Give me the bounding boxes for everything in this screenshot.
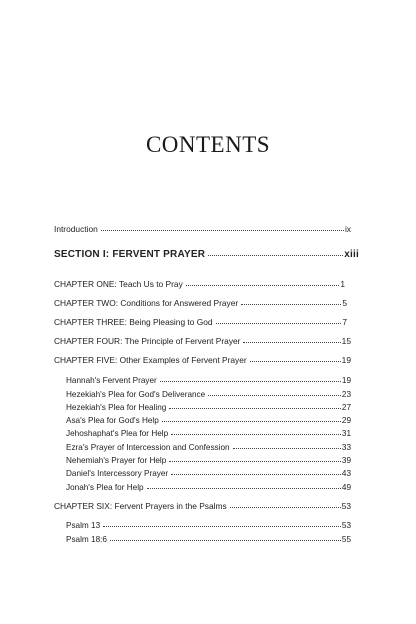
toc-entry-label: SECTION I: FERVENT PRAYER [54,249,206,260]
dot-leader [186,284,340,286]
toc-entry-page: 15 [341,336,351,346]
toc-entry-chapter-three [54,317,347,328]
dot-leader [169,460,341,462]
toc-entry-label: Asa's Plea for God's Help [66,416,159,425]
toc-entry-ezra [66,442,351,453]
toc-entry-label: Psalm 18:6 [66,535,107,544]
dot-leader [216,322,342,324]
toc-entry-page: 39 [341,456,351,465]
toc-entry-label: CHAPTER FIVE: Other Examples of Fervent Prayer [54,355,247,365]
dot-leader [250,360,341,362]
toc-entry-page: 49 [341,483,351,492]
dot-leader [230,506,341,508]
toc-entry-page: 55 [341,535,351,544]
dot-leader [171,473,341,475]
toc-entry-label: Hezekiah's Plea for Healing [66,403,167,412]
toc-entry-label: CHAPTER THREE: Being Pleasing to God [54,317,213,327]
toc-entry-hezekiah-healing [66,402,351,413]
dot-leader [208,394,341,396]
toc-entry-page: 27 [341,403,351,412]
dot-leader [233,447,341,449]
toc-entry-asa [66,415,351,426]
toc-entry-page: 53 [341,521,351,530]
toc-entry-label: Nehemiah's Prayer for Help [66,456,167,465]
toc-entry-hannah [66,375,351,386]
dot-leader [162,420,341,422]
dot-leader [103,525,341,527]
toc-entry-page: 43 [341,469,351,478]
toc-entry-label: CHAPTER ONE: Teach Us to Pray [54,279,183,289]
toc-entry-label: Ezra's Prayer of Intercession and Confession [66,443,230,452]
toc-entry-label: Introduction [54,224,98,234]
toc-entry-page: 33 [341,443,351,452]
toc-entry-page: 53 [341,501,351,511]
page-title: CONTENTS [145,132,271,157]
dot-leader [110,539,341,541]
toc-entry-jonah [66,482,351,493]
toc-entry-psalm-13 [66,520,351,531]
toc-entry-page: 5 [342,298,347,308]
toc-entry-chapter-two [54,298,347,309]
toc-entry-chapter-one [54,279,345,290]
dot-leader [208,254,343,256]
dot-leader [147,487,341,489]
dot-leader [243,341,340,343]
dot-leader [241,303,341,305]
toc-entry-chapter-six [54,501,351,512]
toc-entry-introduction [54,224,351,235]
toc-entry-label: Psalm 13 [66,521,101,530]
toc-entry-chapter-four [54,336,351,347]
toc-entry-label: Hannah's Fervent Prayer [66,376,157,385]
toc-entry-page: 1 [340,279,345,289]
dot-leader [171,433,341,435]
toc-entry-jehoshaphat [66,428,351,439]
toc-entry-label: Jehoshaphat's Plea for Help [66,429,169,438]
toc-entry-page: 29 [341,416,351,425]
toc-entry-label: Daniel's Intercessory Prayer [66,469,169,478]
toc-entry-page: 23 [341,390,351,399]
toc-entry-page: xiii [344,249,359,260]
dot-leader [169,407,341,409]
toc-entry-label: Hezekiah's Plea for God's Deliverance [66,390,206,399]
toc-entry-daniel [66,468,351,479]
toc-entry-label: Jonah's Plea for Help [66,483,144,492]
toc-entry-page: 7 [342,317,347,327]
toc-entry-page: 19 [341,355,351,365]
toc-entry-page: 31 [341,429,351,438]
toc-entry-page: 19 [341,376,351,385]
toc-entry-section-i [54,249,359,260]
toc-entry-hezekiah-deliverance [66,389,351,400]
toc-entry-label: CHAPTER SIX: Fervent Prayers in the Psalms [54,501,227,511]
toc-entry-page: ix [344,224,351,234]
toc-entry-nehemiah [66,455,351,466]
dot-leader [160,380,341,382]
toc-entry-psalm-18-6 [66,534,351,545]
toc-entry-label: CHAPTER FOUR: The Principle of Fervent Prayer [54,336,241,346]
toc-entry-label: CHAPTER TWO: Conditions for Answered Prayer [54,298,239,308]
toc-entry-chapter-five [54,355,351,366]
dot-leader [101,229,344,231]
